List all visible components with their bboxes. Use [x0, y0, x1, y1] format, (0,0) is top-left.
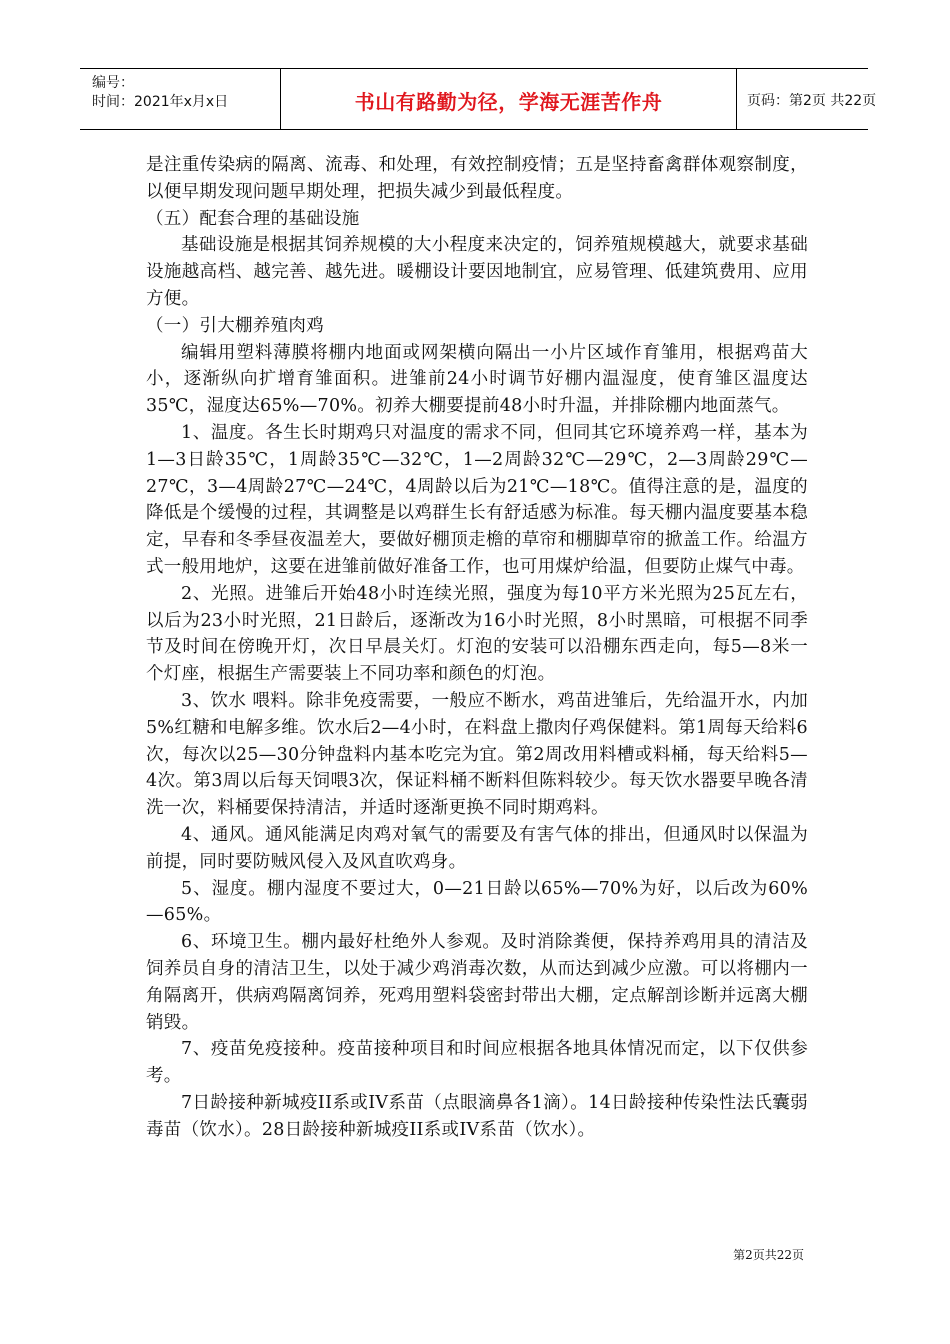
paragraph: 7日龄接种新城疫II系或IV系苗（点眼滴鼻各1滴）。14日龄接种传染性法氏囊弱毒苗（饮水）。28日龄接种新城疫II系或IV系苗（饮水）。 [146, 1092, 808, 1140]
paragraph: 2、光照。进雏后开始48小时连续光照，强度为每10平方米光照为25瓦左右，以后为23小时光照，21日龄后，逐渐改为16小时光照，8小时黑暗，可根据不同季节及时间在傍晚开灯，次日早晨关灯。灯泡的安装可以沿棚东西走向，每5—8米一个灯座，根据生产需要装上不同功率和颜色的灯泡。 [146, 583, 808, 685]
paragraph: 7、疫苗免疫接种。疫苗接种项目和时间应根据各地具体情况而定，以下仅供参考。 [146, 1039, 808, 1087]
paragraph: 1、温度。各生长时期鸡只对温度的需求不同，但同其它环境养鸡一样，基本为1—3日龄35℃，1周龄35℃—32℃，1—2周龄32℃—29℃，2—3周龄29℃—27℃，3—4周龄27℃—24℃，4周龄以后为21℃—18℃。值得注意的是，温度的降低是个缓慢的过程，其调整是以鸡群生长有舒适感为标准。每天棚内温度要基本稳定，早春和冬季昼夜温差大，要做好棚顶走檐的草帘和棚脚草帘的掀盖工作。给温方式一般用地炉，这要在进雏前做好准备工作，也可用煤炉给温，但要防止煤气中毒。 [146, 422, 808, 577]
code-label: 编号： [92, 75, 134, 91]
paragraph: 4、通风。通风能满足肉鸡对氧气的需要及有害气体的排出，但通风时以保温为前提，同时要防贼风侵入及风直吹鸡身。 [146, 824, 808, 872]
header-page-number: 页码：第2页 共22页 [747, 93, 877, 109]
paragraph: 基础设施是根据其饲养规模的大小程度来决定的，饲养殖规模越大，就要求基础设施越高档、越完善、越先进。暖棚设计要因地制宜，应易管理、低建筑费用、应用方便。 [146, 235, 808, 309]
time-label: 时间：2021年x月x日 [92, 94, 229, 110]
page-footer: 第2页共22页 [733, 1248, 804, 1262]
paragraph: 编辑用塑料薄膜将棚内地面或网架横向隔出一小片区域作育雏用，根据鸡苗大小，逐渐纵向扩增育雏面积。进雏前24小时调节好棚内温湿度，使育雏区温度达35℃，湿度达65%—70%。初养大棚要提前48小时升温，并排除棚内地面蒸气。 [146, 342, 808, 417]
paragraph: 6、环境卫生。棚内最好杜绝外人参观。及时消除粪便，保持养鸡用具的清洁及饲养员自身的清洁卫生，以处于减少鸡消毒次数，从而达到减少应激。可以将棚内一角隔离开，供病鸡隔离饲养，死鸡用塑料袋密封带出大棚，定点解剖诊断并远离大棚销毁。 [146, 932, 808, 1033]
motto-text: 书山有路勤为径，学海无涯苦作舟 [354, 90, 663, 114]
header-page-cell [737, 69, 877, 129]
section-heading: （一）引大棚养殖肉鸡 [146, 315, 324, 336]
section-heading: （五）配套合理的基础设施 [146, 208, 360, 229]
page-header [80, 68, 877, 130]
paragraph: 是注重传染病的隔离、流毒、和处理，有效控制疫情；五是坚持畜禽群体观察制度，以便早期发现问题早期处理，把损失减少到最低程度。 [146, 155, 808, 202]
header-meta-cell [80, 69, 281, 129]
document-body [146, 152, 808, 1143]
header-motto-cell [281, 69, 737, 129]
paragraph: 5、湿度。棚内湿度不要过大，0—21日龄以65%—70%为好，以后改为60%—65%。 [146, 878, 808, 926]
paragraph: 3、饮水 喂料。除非免疫需要，一般应不断水，鸡苗进雏后，先给温开水，内加5%红糖和电解多维。饮水后2—4小时，在料盘上撒肉仔鸡保健料。第1周每天给料6次，每次以25—30分钟盘料内基本吃完为宜。第2周改用料槽或料桶，每天给料5—4次。第3周以后每天饲喂3次，保证料桶不断料但陈料较少。每天饮水器要早晚各清洗一次，料桶要保持清洁，并适时逐渐更换不同时期鸡料。 [146, 690, 808, 819]
